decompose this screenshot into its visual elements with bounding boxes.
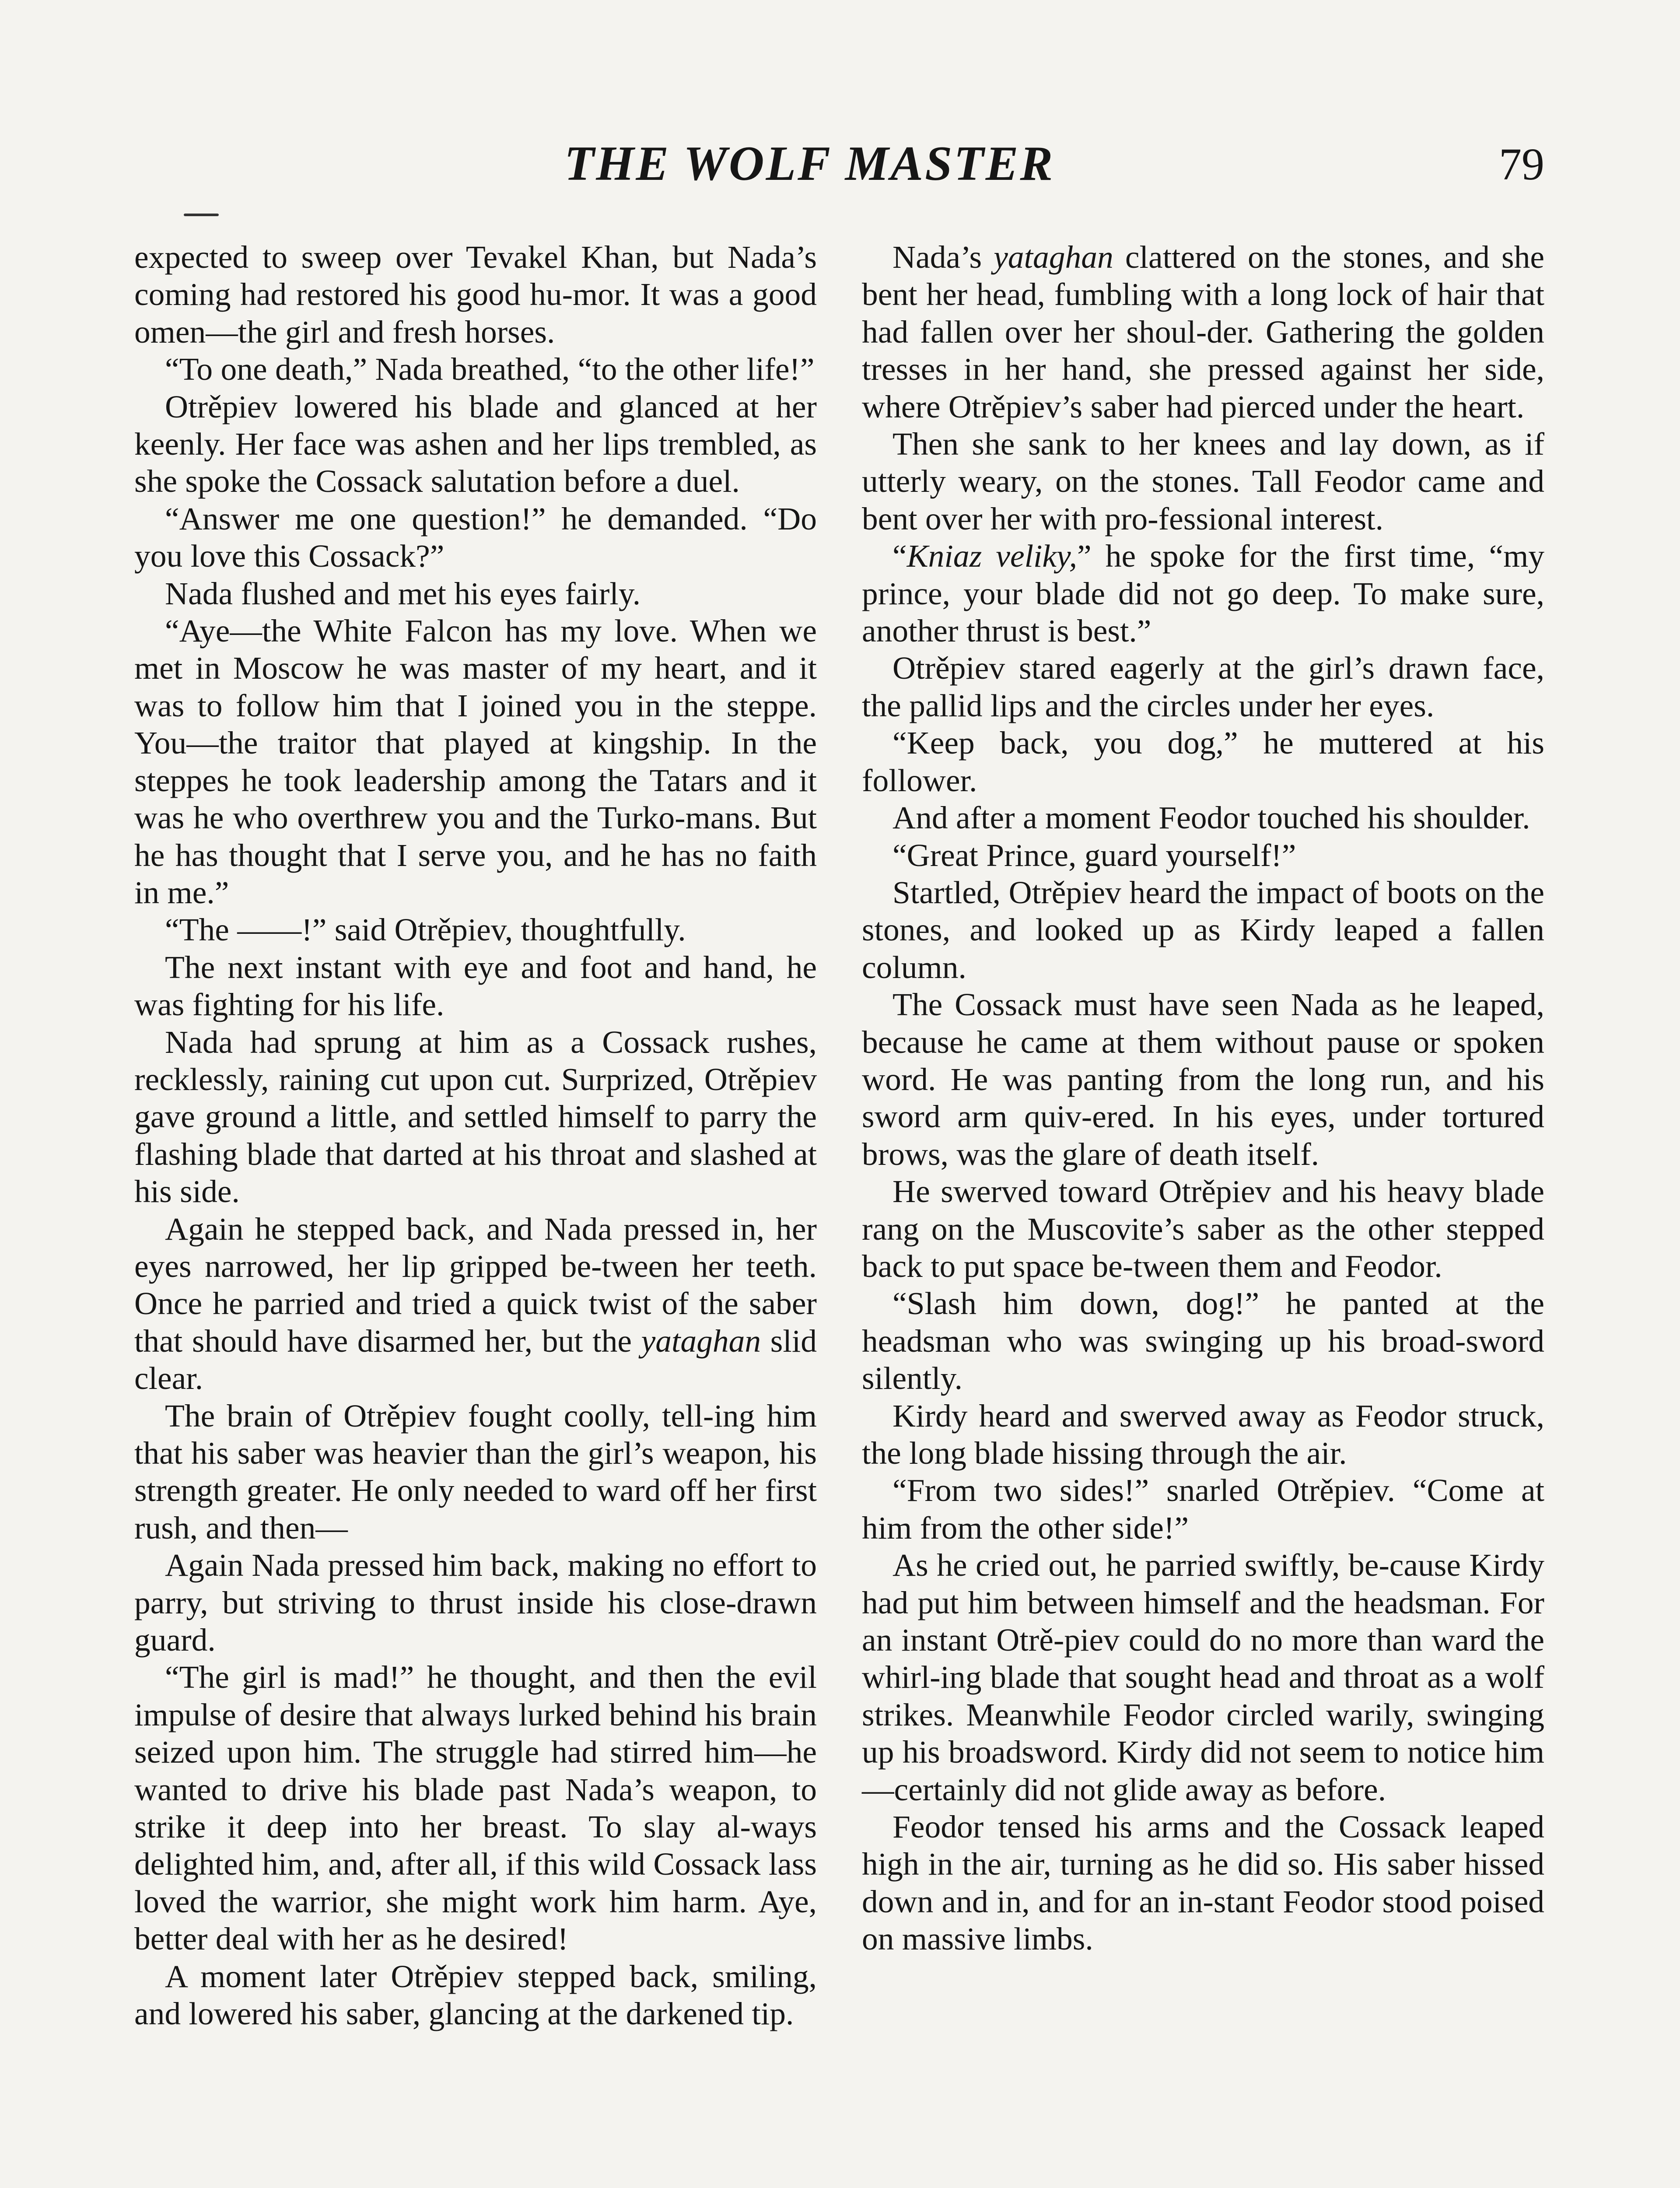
paragraph: The next instant with eye and foot and hand, he was fighting for his life. [134,949,817,1023]
paragraph: A moment later Otrěpiev stepped back, smiling, and lowered his saber, glancing at the darkened tip. [134,1958,817,2032]
left-column [134,238,817,2033]
paragraph: He swerved toward Otrěpiev and his heavy blade rang on the Muscovite’s saber as the other stepped back to put space be-tween them and Feodor. [862,1174,1544,1284]
paragraph: As he cried out, he parried swiftly, be-cause Kirdy had put him between himself and the headsman. For an instant Otrě-piev could do no more than ward the whirl-ing blade that sought head and throat as a wolf strikes. Meanwhile Feodor circled warily, swinging up his broadsword. Kirdy did not seem to notice him—certainly did not glide away as before. [862,1547,1544,1807]
paragraph: The Cossack must have seen Nada as he leaped, because he came at them without pause or spoken word. He was panting from the long run, and his sword arm quiv-ered. In his eyes, under tortured brows, was the glare of death itself. [862,987,1544,1172]
paragraph: Nada had sprung at him as a Cossack rushes, recklessly, raining cut upon cut. Surprized, Otrěpiev gave ground a little, and settled himself to parry the flashing blade that darted at his throat and slashed at his side. [134,1024,817,1210]
paragraph: “From two sides!” snarled Otrěpiev. “Come at him from the other side!” [862,1473,1544,1546]
paragraph: “Keep back, you dog,” he muttered at his follower. [862,725,1544,798]
paragraph: The brain of Otrěpiev fought coolly, tell-ing him that his saber was heavier than the girl’s weapon, his strength greater. He only needed to ward off her first rush, and then— [134,1398,817,1546]
page-number: 79 [1499,139,1544,189]
paragraph: “To one death,” Nada breathed, “to the other life!” [165,351,815,387]
paragraph: “Aye—the White Falcon has my love. When we met in Moscow he was master of my heart, and it was to follow him that I joined you in the steppe. You—the traitor that played at kingship. In the steppes he took leadership among the Tatars and it was he who overthrew you and the Turko-mans. But he has thought that I serve you, and he has no faith in me.” [134,613,817,910]
paragraph: Kirdy heard and swerved away as Feodor struck, the long blade hissing through the air. [862,1398,1544,1471]
paragraph: “Answer me one question!” he demanded. “Do you love this Cossack?” [134,501,817,574]
paragraph: Again Nada pressed him back, making no effort to parry, but striving to thrust inside his close-drawn guard. [134,1547,817,1658]
paragraph: Again he stepped back, and Nada pressed in, her eyes narrowed, her lip gripped be-tween her teeth. Once he parried and tried a quick twist of the saber that should have disarmed her, but the yataghan slid clear. [134,1211,817,1396]
paragraph: “Slash him down, dog!” he panted at the headsman who was swinging up his broad-sword silently. [862,1286,1544,1396]
paragraph: “Kniaz veliky,” he spoke for the first time, “my prince, your blade did not go deep. To make sure, another thrust is best.” [862,538,1544,649]
paragraph: Feodor tensed his arms and the Cossack leaped high in the air, turning as he did so. His saber hissed down and in, and for an in-stant Feodor stood poised on massive limbs. [862,1809,1544,1957]
paragraph: Nada’s yataghan clattered on the stones, and she bent her head, fumbling with a long lock of hair that had fallen over her shoul-der. Gathering the golden tresses in her hand, she pressed against her side, where Otrěpiev’s saber had pierced under the heart. [862,239,1545,424]
paragraph: Startled, Otrěpiev heard the impact of boots on the stones, and looked up as Kirdy leaped a fallen column. [862,874,1544,985]
paragraph: Otrěpiev stared eagerly at the girl’s drawn face, the pallid lips and the circles under her eyes. [862,650,1544,723]
paragraph: “The girl is mad!” he thought, and then the evil impulse of desire that always lurked behind his brain seized upon him. The struggle had stirred him—he wanted to drive his blade past Nada’s weapon, to strike it deep into her breast. To slay al-ways delighted him, and, after all, if this wild Cossack lass loved the warrior, she might work him harm. Aye, better deal with her as he desired! [134,1659,817,1957]
paragraph: Otrěpiev lowered his blade and glanced at her keenly. Her face was ashen and her lips trembled, as she spoke the Cossack salutation before a duel. [134,389,817,499]
page-title: THE WOLF MASTER [564,137,1055,191]
paragraph: “The ——!” said Otrěpiev, thoughtfully. [165,912,686,948]
running-header [0,136,1680,223]
paragraph: “Great Prince, guard yourself!” [892,837,1296,873]
paragraph: expected to sweep over Tevakel Khan, but Nada’s coming had restored his good hu-mor. It was a good omen—the girl and fresh horses. [134,239,817,350]
paragraph: Then she sank to her knees and lay down, as if utterly weary, on the stones. Tall Feodor came and bent over her with pro-fessional interest. [862,426,1544,536]
section-dash [184,214,219,216]
right-column [862,238,1544,1958]
paragraph: Nada flushed and met his eyes fairly. [165,575,641,611]
paragraph: And after a moment Feodor touched his shoulder. [892,800,1530,836]
